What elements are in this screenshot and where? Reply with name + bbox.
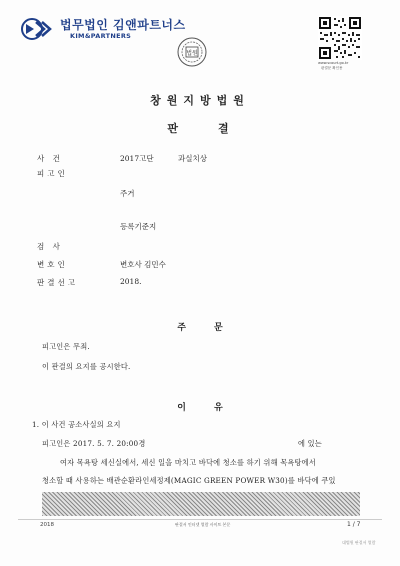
- order-title-left: 주: [177, 323, 186, 333]
- footer-divider: [18, 519, 382, 520]
- reasons-line-1: 피고인은 2017. 5. 7. 20:00경: [42, 439, 146, 448]
- registered-domicile-label: 등록기준지: [120, 222, 157, 231]
- reasons-heading: 1. 이 사건 공소사실의 요지: [32, 420, 121, 429]
- reasons-line-1-tail: 에 있는: [298, 439, 322, 448]
- case-number: 2017고단: [120, 154, 154, 163]
- footer-year: 2018: [40, 522, 54, 528]
- defendant-label: 피고인: [37, 169, 68, 178]
- court-seal-icon: [176, 36, 208, 68]
- reasons-title-right: 유: [214, 403, 223, 413]
- reasons-title-left: 이: [177, 403, 186, 413]
- order-title-right: 문: [214, 323, 223, 333]
- prosecutor-label: 검 사: [37, 242, 63, 251]
- order-line-1: 피고인은 무죄.: [42, 342, 90, 351]
- court-name: 창원지방법원: [150, 94, 250, 107]
- sentence-date-value: 2018.: [120, 277, 142, 286]
- footer-watermark: 대법원 판결서 열람: [342, 540, 376, 545]
- order-section-title: [0, 320, 400, 333]
- reasons-line-2: 여자 목욕탕 세신실에서, 세신 일을 마치고 바닥에 청소를 하기 위해 목욕탕에서: [60, 458, 316, 467]
- firm-logo-icon: [20, 16, 54, 42]
- redacted-area: [42, 492, 360, 516]
- counsel-value: 변호사 김민수: [120, 260, 166, 269]
- qr-note: 판결문 확인용: [321, 66, 343, 70]
- reasons-line-3: 청소할 때 사용하는 배관순환라인세정제(MAGIC GREEN POWER W30)를 바닥에 쿠있: [42, 476, 336, 485]
- qr-url[interactable]: www.scourt.go.kr: [318, 61, 349, 65]
- counsel-label: 변호인: [37, 260, 68, 269]
- seal-text: 법원: [186, 50, 198, 57]
- case-label: 사 건: [37, 154, 63, 163]
- document-title: [0, 120, 400, 136]
- case-name: 과실치상: [178, 154, 207, 163]
- document-title-right: 결: [218, 122, 233, 135]
- address-label: 주거: [120, 189, 135, 198]
- reasons-section-title: [0, 400, 400, 413]
- order-line-2: 이 판결의 요지를 공시한다.: [42, 362, 131, 371]
- firm-name: 법무법인 김앤파트너스: [60, 18, 186, 32]
- firm-name-en: KIM&PARTNERS: [70, 32, 132, 40]
- sentence-date-label: 판결선고: [37, 278, 78, 287]
- qr-code-icon[interactable]: [318, 16, 362, 60]
- page-number: 1 / 7: [347, 521, 361, 528]
- footer-note: 판결서 인터넷 열람 사이트 본문: [175, 522, 231, 527]
- document-title-left: 판: [167, 122, 182, 135]
